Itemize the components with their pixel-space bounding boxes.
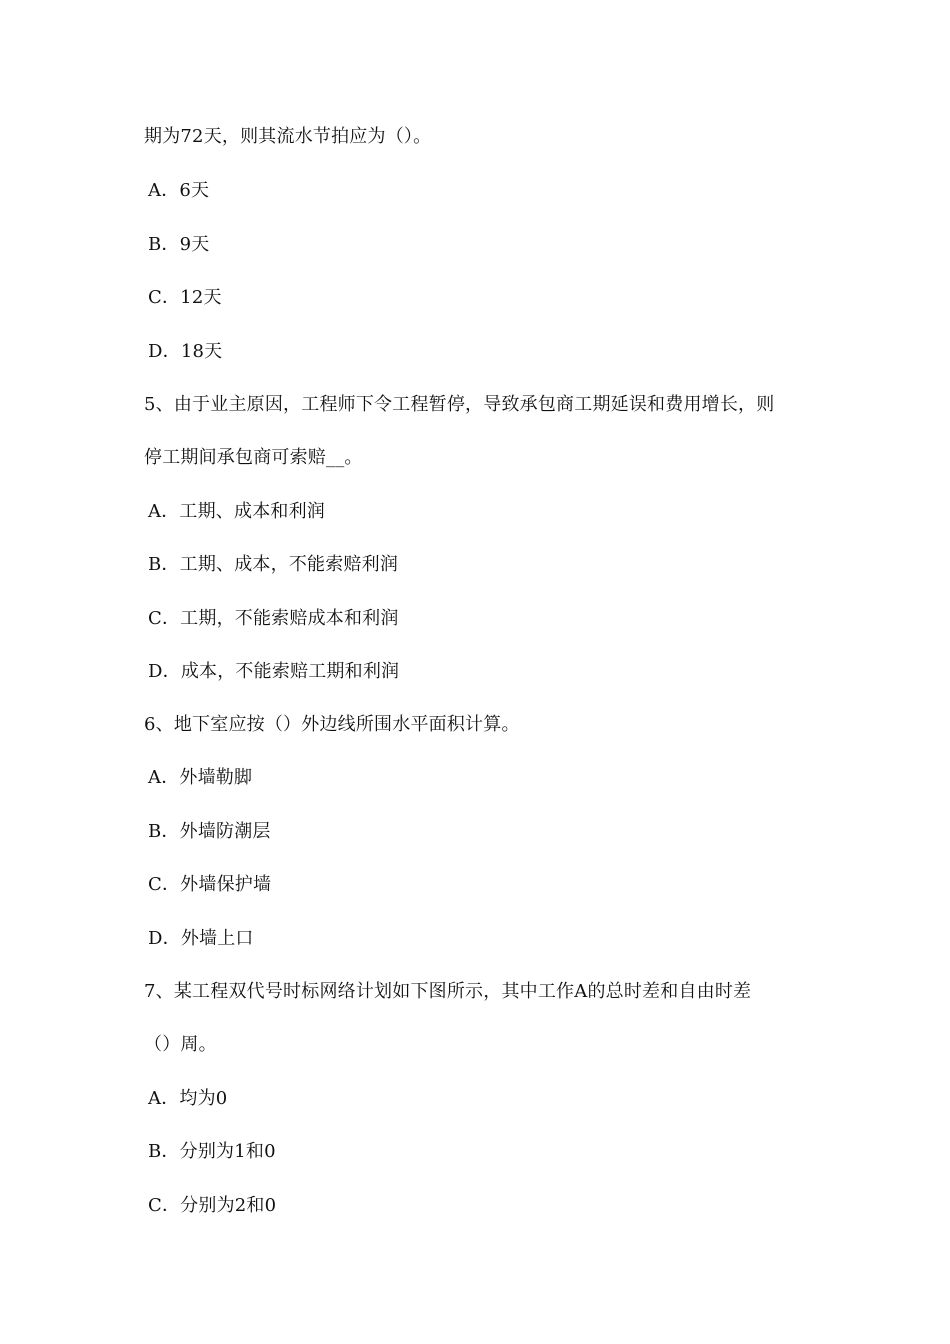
option-d: D．外墙上口 <box>148 928 254 949</box>
option-d: D．18天 <box>148 341 223 362</box>
question-5: 5、由于业主原因，工程师下令工程暂停，导致承包商工期延误和费用增长，则 <box>144 394 775 415</box>
option-d: D．成本，不能索赔工期和利润 <box>148 661 400 682</box>
option-c: C．工期，不能索赔成本和利润 <box>148 608 399 629</box>
option-b: B．工期、成本，不能索赔利润 <box>148 554 399 575</box>
option-b: B．9天 <box>148 234 210 255</box>
option-b: B．外墙防潮层 <box>148 821 271 842</box>
option-a: A．工期、成本和利润 <box>148 501 325 522</box>
question-5-continuation: 停工期间承包商可索赔__。 <box>144 447 363 468</box>
question-6: 6、地下室应按（）外边线所围水平面积计算。 <box>144 714 520 735</box>
question-4-continuation: 期为72天，则其流水节拍应为（）。 <box>144 126 432 147</box>
option-a: A．均为0 <box>148 1088 228 1109</box>
question-7-continuation: （）周。 <box>144 1034 217 1055</box>
option-c: C．外墙保护墙 <box>148 874 272 895</box>
option-b: B．分别为1和0 <box>148 1141 276 1162</box>
option-a: A．外墙勒脚 <box>148 767 253 788</box>
option-c: C．12天 <box>148 287 222 308</box>
option-c: C．分别为2和0 <box>148 1195 277 1216</box>
option-a: A．6天 <box>148 180 210 201</box>
question-7: 7、某工程双代号时标网络计划如下图所示，其中工作A的总时差和自由时差 <box>144 981 752 1002</box>
